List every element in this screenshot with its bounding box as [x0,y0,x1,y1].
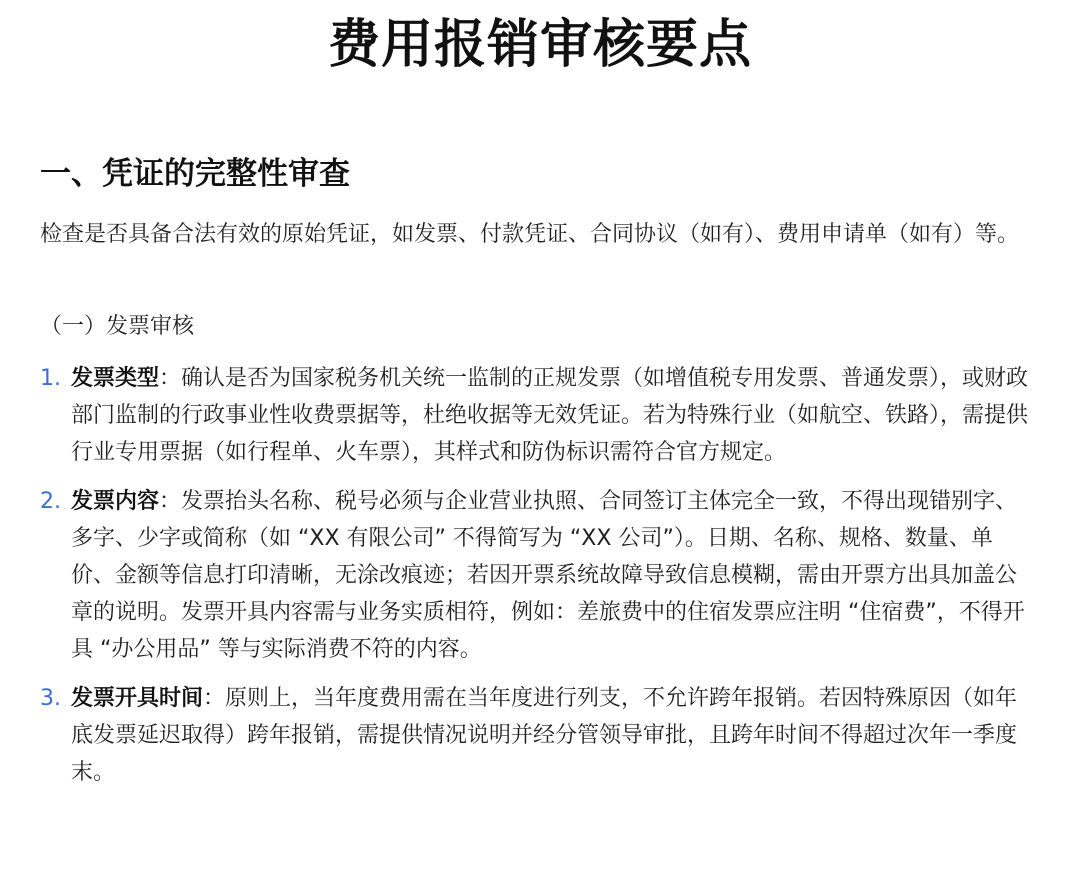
list-item-text: 确认是否为国家税务机关统一监制的正规发票（如增值税专用发票、普通发票），或财政部门监制的行政事业性收费票据等，杜绝收据等无效凭证。若为特殊行业（如航空、铁路），需提供行业专用票据（如行程单、火车票），其样式和防伪标识需符合官方规定。 [71,366,1029,465]
list-item-separator: ： [203,686,226,711]
list-item [40,360,1030,471]
list-item-term: 发票开具时间 [71,686,204,711]
document-title: 费用报销审核要点 [327,15,752,75]
list-item-term: 发票内容 [71,489,160,514]
list-item [40,680,1030,791]
list-item-number: 2. [40,489,61,514]
list-item [40,483,1030,668]
list-item-text: 发票抬头名称、税号必须与企业营业执照、合同签订主体完全一致，不得出现错别字、多字、少字或简称（如 “XX 有限公司” 不得简写为 “XX 公司”）。日期、名称、规格、数量、单价、金额等信息打印清晰，无涂改痕迹；若因开票系统故障导致信息模糊，需由开票方出具加盖公章的说明。发票开具内容需与业务实质相符，例如：差旅费中的住宿发票应注明 “住宿费”，不得开具 “办公用品” 等与实际消费不符的内容。 [71,489,1025,662]
list-item-separator: ： [159,489,182,514]
list-item-term: 发票类型 [71,366,160,391]
list-item-number: 3. [40,686,61,711]
section-heading: 一、凭证的完整性审查 [40,156,350,192]
section-intro-paragraph: 检查是否具备合法有效的原始凭证，如发票、付款凭证、合同协议（如有）、费用申请单（如有）等。 [40,222,1020,247]
invoice-review-list [40,360,1030,803]
list-item-separator: ： [159,366,182,391]
list-item-text: 原则上，当年度费用需在当年度进行列支，不允许跨年报销。若因特殊原因（如年底发票延迟取得）跨年报销，需提供情况说明并经分管领导审批，且跨年时间不得超过次年一季度末。 [71,686,1018,785]
subsection-heading: （一）发票审核 [40,314,195,339]
list-item-number: 1. [40,366,61,391]
